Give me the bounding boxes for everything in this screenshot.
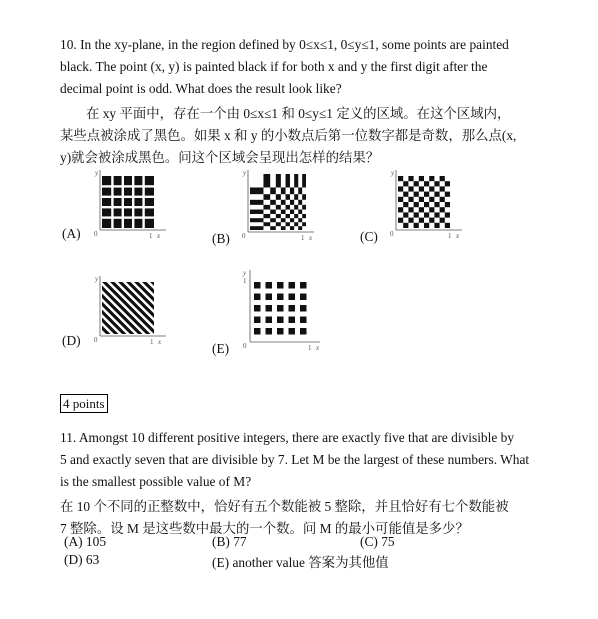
figure-c-cell	[419, 207, 424, 212]
figure-b-cell	[250, 218, 263, 222]
figure-d-band	[166, 282, 170, 342]
figure-e-cell	[277, 282, 284, 289]
figure-c-cell	[403, 202, 408, 207]
figure-e-cell	[277, 305, 284, 312]
figure-c-cell	[445, 181, 450, 186]
figure-b-cell	[270, 187, 276, 194]
figure-b-cell	[294, 194, 298, 200]
figure-c-cell	[398, 197, 403, 202]
figure-b-cell	[286, 222, 290, 226]
figure-c-cell	[408, 197, 413, 202]
figure-a-y-label: y	[95, 169, 99, 177]
figure-c-cell	[429, 207, 434, 212]
figure-c-cell	[403, 181, 408, 186]
figure-c-cell	[440, 176, 445, 181]
figure-c-x-one: 1	[448, 232, 452, 240]
figure-b-cell	[276, 194, 281, 200]
figure-c-y-label: y	[391, 169, 395, 177]
q10-zh-line-3: y)就会被涂成黑色。问这个区域会呈现出怎样的结果？	[60, 150, 380, 165]
figure-e-cell	[289, 317, 296, 324]
figure-b-cell	[270, 218, 276, 222]
figure-b-cell	[302, 194, 306, 200]
figure-c-cell	[414, 181, 419, 186]
figure-b-cell	[290, 200, 294, 205]
figure-b-cell	[276, 174, 281, 187]
q11-zh-line-1: 在 10 个不同的正整数中，恰好有五个数能被 5 整除，并且恰好有七个数能被	[60, 499, 509, 514]
figure-b-cell	[250, 226, 263, 230]
figure-b-cell	[302, 174, 306, 187]
figure-b-cell	[281, 200, 286, 205]
figure-e-y-one: 1	[243, 277, 247, 285]
figure-e-cell	[300, 294, 307, 301]
figure-d-zero: 0	[94, 336, 98, 344]
figure-c-cell	[419, 186, 424, 191]
figure-e-cell	[289, 305, 296, 312]
figure-c-cell	[408, 218, 413, 223]
figure-c-cell	[398, 186, 403, 191]
figure-a-background	[102, 176, 154, 228]
figure-b-cell	[281, 187, 286, 194]
figure-b-cell	[281, 218, 286, 222]
option-e-label: (E)	[212, 341, 230, 356]
figure-c-cell	[398, 176, 403, 181]
figure-e-cell	[300, 317, 307, 324]
q11-en-line-1: 11. Amongst 10 different positive integers, there are exactly five that are divisible by	[60, 430, 515, 445]
figure-c-cell	[424, 223, 429, 228]
figure-a-gap	[102, 206, 154, 208]
figure-c-cell	[429, 176, 434, 181]
q11-option-c: (C) 75	[360, 534, 395, 549]
figure-c-cell	[429, 186, 434, 191]
points-badge: 4 points	[60, 394, 108, 413]
figure-b-cell	[270, 210, 276, 214]
figure-c-cell	[424, 202, 429, 207]
figure-c-cell	[445, 202, 450, 207]
figure-b-cell	[286, 194, 290, 200]
q10-en-line-2: black. The point (x, y) is painted black if for both x and y the first digit after the	[60, 59, 488, 74]
figure-c-cell	[398, 207, 403, 212]
figure-d-stripes	[90, 272, 170, 346]
option-c-label: (C)	[360, 229, 378, 244]
figure-b-cell	[290, 187, 294, 194]
figure-a-gap	[102, 196, 154, 198]
q11-en-line-2: 5 and exactly seven that are divisible by 7. Let M be the largest of these numbers. What	[60, 452, 530, 467]
option-b-label: (B)	[212, 231, 230, 246]
figure-b-cells	[250, 174, 306, 230]
figure-e-cell	[254, 282, 261, 289]
figure-e-cell	[289, 328, 296, 335]
figure-b-cell	[302, 222, 306, 226]
figure-c-cell	[424, 181, 429, 186]
figure-c-cell	[424, 192, 429, 197]
figure-e-zero: 0	[243, 342, 247, 350]
figure-d-x-one: 1	[150, 338, 154, 346]
figure-b-cell	[250, 200, 263, 205]
figure-a-x-one: 1	[149, 232, 153, 240]
figure-a-x-label: x	[157, 232, 161, 240]
figure-b-cell	[263, 194, 270, 200]
figure-c-cell	[414, 202, 419, 207]
figure-e-cell	[277, 328, 284, 335]
figure-e-cell	[254, 294, 261, 301]
figure-c-cell	[408, 176, 413, 181]
q10-en-line-1: 10. In the xy-plane, in the region defined by 0≤x≤1, 0≤y≤1, some points are painted	[60, 37, 509, 52]
figure-e-cell	[254, 305, 261, 312]
figure-c-cell	[414, 212, 419, 217]
figure-a-zero: 0	[94, 230, 98, 238]
figure-b-cell	[298, 187, 302, 194]
figure-d-band	[158, 282, 170, 342]
q10-zh-line-2: 某些点被涂成了黑色。如果 x 和 y 的小数点后第一位数字都是奇数，那么点(x,	[60, 128, 517, 143]
figure-c-cell	[440, 218, 445, 223]
figure-b-cell	[294, 174, 298, 187]
figure-b-cell	[298, 210, 302, 214]
figure-b-cell	[290, 218, 294, 222]
figure-b-cell	[290, 226, 294, 230]
figure-b-cell	[263, 174, 270, 187]
figure-c-cell	[419, 218, 424, 223]
figure-b-warped	[238, 166, 318, 242]
figure-d-bands	[90, 282, 170, 342]
figure-e-x-one: 1	[308, 344, 312, 352]
figure-b-cell	[250, 187, 263, 194]
figure-b-cell	[298, 218, 302, 222]
figure-b-cell	[270, 226, 276, 230]
figure-c-cell	[403, 223, 408, 228]
figure-e-cells	[254, 282, 307, 335]
figure-b-cell	[286, 205, 290, 210]
figure-b-cell	[276, 205, 281, 210]
figure-c-cell	[445, 192, 450, 197]
figure-b-cell	[286, 214, 290, 218]
q10-en-line-3: decimal point is odd. What does the result look like?	[60, 81, 342, 96]
figure-c-checkerboard	[386, 166, 466, 240]
q11-zh-line-2: 7 整除。设 M 是这些数中最大的一个数。问 M 的最小可能值是多少？	[60, 521, 469, 536]
figure-c-cell	[419, 176, 424, 181]
figure-c-cell	[429, 218, 434, 223]
figure-e-cell	[254, 317, 261, 324]
figure-c-cell	[434, 192, 439, 197]
figure-c-cell	[445, 212, 450, 217]
figure-e-squares	[238, 266, 324, 354]
q11-option-d: (D) 63	[64, 552, 100, 567]
figure-b-cell	[298, 200, 302, 205]
figure-b-cell	[294, 214, 298, 218]
figure-c-cell	[424, 212, 429, 217]
figure-a-grid	[90, 166, 170, 240]
figure-a-gap	[102, 185, 154, 187]
figure-e-cell	[300, 282, 307, 289]
figure-c-cell	[434, 223, 439, 228]
figure-c-cell	[419, 197, 424, 202]
q10-zh-line-1: 在 xy 平面中，存在一个由 0≤x≤1 和 0≤y≤1 定义的区域。在这个区域内，	[86, 106, 511, 121]
figure-a-gap	[102, 216, 154, 218]
figure-b-cell	[281, 226, 286, 230]
figure-c-cell	[414, 223, 419, 228]
figure-b-cell	[250, 210, 263, 214]
figure-e-y-label: y	[243, 269, 247, 277]
figure-e-cell	[300, 305, 307, 312]
figure-e-cell	[300, 328, 307, 335]
figure-c-cell	[434, 202, 439, 207]
figure-c-cell	[398, 218, 403, 223]
figure-e-cell	[277, 294, 284, 301]
figure-b-cell	[298, 226, 302, 230]
figure-c-x-label: x	[456, 232, 460, 240]
figure-b-cell	[263, 214, 270, 218]
figure-a-gap	[111, 176, 113, 228]
figure-d-x-label: x	[158, 338, 162, 346]
q11-option-b: (B) 77	[212, 534, 247, 549]
figure-b-cell	[263, 222, 270, 226]
figure-d-y-label: y	[95, 275, 99, 283]
figure-c-cell	[408, 186, 413, 191]
figure-e-cell	[266, 294, 273, 301]
option-a-label: (A)	[62, 226, 81, 241]
figure-b-cell	[294, 205, 298, 210]
figure-b-cell	[270, 200, 276, 205]
figure-b-cell	[290, 210, 294, 214]
figure-c-cells	[398, 176, 450, 228]
figure-c-cell	[403, 192, 408, 197]
option-d-label: (D)	[62, 333, 81, 348]
figure-e-cell	[266, 317, 273, 324]
figure-b-x-label: x	[309, 234, 313, 242]
figure-c-cell	[429, 197, 434, 202]
figure-e-cell	[266, 282, 273, 289]
figure-e-cell	[277, 317, 284, 324]
q11-en-line-3: is the smallest possible value of M?	[60, 474, 252, 489]
figure-b-cell	[263, 205, 270, 210]
figure-c-cell	[440, 197, 445, 202]
figure-b-x-one: 1	[301, 234, 305, 242]
figure-e-cell	[289, 294, 296, 301]
figure-b-zero: 0	[242, 232, 246, 240]
figure-c-cell	[440, 186, 445, 191]
figure-e-cell	[266, 305, 273, 312]
figure-e-cell	[254, 328, 261, 335]
q11-option-e: (E) another value 答案为其他值	[212, 555, 389, 570]
figure-b-cell	[286, 174, 290, 187]
figure-e-x-label: x	[316, 344, 320, 352]
figure-a-gap	[122, 176, 124, 228]
figure-c-cell	[434, 181, 439, 186]
figure-b-cell	[276, 214, 281, 218]
figure-e-cell	[266, 328, 273, 335]
figure-b-y-label: y	[243, 169, 247, 177]
figure-a-gap	[142, 176, 144, 228]
figure-a-gap	[132, 176, 134, 228]
q11-option-a: (A) 105	[64, 534, 107, 549]
figure-c-cell	[445, 223, 450, 228]
figure-c-cell	[403, 212, 408, 217]
figure-b-cell	[302, 205, 306, 210]
figure-c-zero: 0	[390, 230, 394, 238]
figure-e-cell	[289, 282, 296, 289]
figure-c-cell	[414, 192, 419, 197]
figure-b-cell	[302, 214, 306, 218]
figure-c-cell	[408, 207, 413, 212]
figure-b-cell	[294, 222, 298, 226]
figure-b-cell	[276, 222, 281, 226]
figure-c-cell	[440, 207, 445, 212]
figure-b-cell	[281, 210, 286, 214]
figure-c-cell	[434, 212, 439, 217]
